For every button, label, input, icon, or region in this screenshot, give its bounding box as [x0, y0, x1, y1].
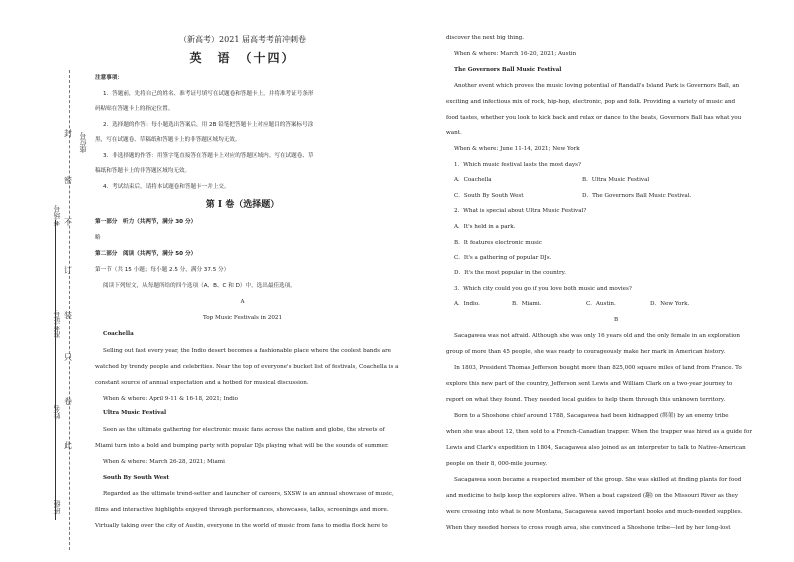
paragraph-line: Sacagawea was not afraid. Although she was only 16 years old and the only female in an exploration: [454, 333, 740, 339]
paragraph-line: Virtually taking over the city of Austin, everyone in the world of music from fans to media flock here to: [95, 523, 388, 529]
paragraph-line: Sacagawea soon became a respected member of the group. She was skilled at finding plants for food: [454, 477, 742, 483]
q3-option-d: D．New York.: [650, 301, 690, 307]
class-label: 班级: [53, 500, 61, 514]
passage-a-label: A: [240, 299, 245, 305]
when-where-ultra: When & where: March 26-28, 2021; Miami: [103, 459, 225, 465]
paragraph-line: report on what they found. They needed local guides to help them through this unknown territory.: [446, 397, 726, 403]
paragraph-line: exciting and infectious mix of rock, hip-hop, electronic, pop and folk. Providing a variety of music and: [446, 99, 736, 105]
paragraph-line: Miami turn into a bold and bumping party with popular DJs playing what will be the sounds of summer.: [95, 443, 389, 449]
q2-option-b: B．It features electronic music: [454, 240, 542, 246]
notice-line: 3．非选择题的作答：用签字笔直接答在答题卡上对应的答题区域内。写在试题卷、草: [103, 153, 314, 159]
paragraph-line: In 1803, President Thomas Jefferson bought more than 825,000 square miles of land from France. To: [454, 365, 742, 371]
question-2: 2．What is special about Ultra Music Festival?: [454, 208, 587, 214]
question-1: 1．Which music festival lasts the most days?: [454, 162, 581, 168]
reading-instruction: 阅读下列短文，从每题所给的四个选项（A、B、C 和 D）中，选出最佳选项。: [103, 283, 296, 289]
q3-option-c: C．Austin.: [586, 301, 616, 307]
paragraph-line: want.: [446, 130, 462, 136]
paragraph-line: watched by trendy people and celebrities. Near the top of everyone's bucket list of festivals, Coachella is a: [95, 364, 399, 370]
notice-title: 注意事项：: [95, 75, 123, 81]
seal-char: 只: [64, 353, 72, 362]
exam-header: （新高考）2021 届高考考前冲刺卷: [179, 35, 306, 44]
q1-option-c: C．South By South West: [454, 193, 524, 199]
festival-name-coachella: Coachella: [103, 331, 134, 337]
paragraph-line: constant source of annual expectation and a hotbed for musical discussion.: [95, 380, 309, 386]
paragraph-line: Lewis and Clark's expedition in 1804, Sacagawea also joined as an interpreter to talk to Native-American: [446, 445, 746, 451]
paragraph-line: films and interactive highlights enjoyed through performances, showcases, talks, screenings and more.: [95, 507, 389, 513]
when-where-coachella: When & where: April 9-11 & 16-18, 2021; Indio: [103, 396, 239, 402]
paragraph-line: group of more than 45 people, she was ready to courageously make her mark in American history.: [446, 349, 726, 355]
q1-option-b: B．Ultra Music Festival: [582, 177, 650, 183]
notice-line: 2．选择题的作答：每小题选出答案后，用 2B 铅笔把答题卡上对应题目的答案标号涂: [103, 122, 314, 128]
notice-line: 黑，写在试题卷、草稿纸和答题卡上的非答题区域均无效。: [95, 137, 241, 143]
paragraph-line: Born to a Shoshone chief around 1788, Sacagawea had been kidnapped (绑架) by an enemy tribe: [454, 413, 729, 419]
q3-option-a: A．Indio.: [454, 301, 480, 307]
festival-name-ultra: Ultra Music Festival: [103, 410, 167, 416]
notice-line: 稿纸和答题卡上的非答题区域均无效。: [95, 168, 191, 174]
paragraph-line: food tastes, whether you look to kick back and relax or dance to the beats, Governors Ball has what you: [446, 115, 742, 121]
exam-room-label: 考场号: [53, 205, 61, 226]
festival-name-sxsw: South By South West: [103, 475, 169, 481]
paragraph-line: Another event which proves the music loving potential of Randall's Island Park is Governors Ball, an: [454, 83, 740, 89]
passage-b-label: B: [613, 317, 619, 323]
margin-rule: [55, 220, 56, 520]
notice-line: 码粘贴在答题卡上的指定位置。: [95, 106, 174, 112]
seal-char: 不: [64, 218, 72, 227]
paragraph-line: people on their 8, 000-mile journey.: [446, 461, 548, 467]
seal-char: 此: [64, 441, 72, 450]
omitted-note: 略: [95, 235, 101, 241]
name-label: 姓名: [53, 405, 61, 419]
q1-option-d: D．The Governors Ball Music Festival.: [582, 193, 692, 199]
q2-option-a: A．It's held in a park.: [454, 224, 516, 230]
section-title: 第 I 卷（选择题）: [205, 200, 280, 210]
part-one-heading: 第一部分 听力（共两节，满分 30 分）: [95, 219, 197, 225]
seal-char: 密: [64, 176, 72, 185]
when-where-sxsw: When & where: March 16-20, 2021; Austin: [454, 51, 577, 57]
seal-char: 装: [64, 311, 72, 320]
q3-option-b: B．Miami.: [512, 301, 542, 307]
paragraph-line: Selling out fast every year, the Indio desert becomes a fashionable place where the coolest bands are: [103, 348, 392, 354]
question-3: 3．Which city could you go if you love both music and movies?: [454, 286, 632, 292]
notice-line: 1．答题前，先将自己的姓名、准考证号填写在试题卷和答题卡上，并将准考证号条形: [103, 91, 314, 97]
q1-option-a: A．Coachella: [454, 177, 492, 183]
seal-char: 卷: [64, 397, 72, 406]
part-two-heading: 第二部分 阅读（共两节，满分 50 分）: [95, 251, 197, 257]
paragraph-line: Regarded as the ultimate trend-setter and launcher of careers, SXSW is an annual showcase of music,: [103, 491, 394, 497]
subject-title: 英 语 （十四）: [189, 51, 296, 65]
seat-number-label: 座位号: [79, 132, 87, 153]
paragraph-line: explore this new part of the country, Jefferson sent Lewis and William Clark on a two-year journey to: [446, 381, 733, 387]
festival-name-governors-ball: The Governors Ball Music Festival: [454, 67, 562, 73]
admission-number-label: 准考证号: [53, 310, 61, 338]
when-where-governors-ball: When & where: June 11-14, 2021; New York: [454, 146, 580, 152]
paragraph-line: Seen as the ultimate gathering for electronic music fans across the nation and globe, the streets of: [103, 427, 385, 433]
q2-option-c: C．It's a gathering of popular DJs.: [454, 255, 552, 261]
paragraph-line: and medicine to help keep the explorers alive. When a boat capsized (翻) on the Missouri River as they: [446, 493, 739, 499]
paragraph-line: when she was about 12, then sold to a French-Canadian trapper. When the trapper was hired as a guide for: [446, 429, 753, 435]
notice-line: 4．考试结束后，请将本试题卷和答题卡一并上交。: [103, 184, 230, 190]
passage-title: Top Music Festivals in 2021: [202, 315, 283, 321]
q2-option-d: D．It's the most popular in the country.: [454, 270, 566, 276]
paragraph-line: were crossing into what is now Montana, Sacagawea saved important books and much-needed supplies.: [446, 509, 743, 515]
seal-char: 封: [64, 129, 72, 138]
paragraph-line: When they needed horses to cross rough area, she convinced a Shoshone tribe—led by her long-lost: [446, 525, 731, 531]
binding-margin: [0, 0, 92, 562]
section-one-heading: 第一节（共 15 小题；每小题 2.5 分，满分 37.5 分）: [95, 267, 230, 273]
seal-char: 订: [64, 266, 72, 275]
paragraph-line: discover the next big thing.: [446, 35, 525, 41]
